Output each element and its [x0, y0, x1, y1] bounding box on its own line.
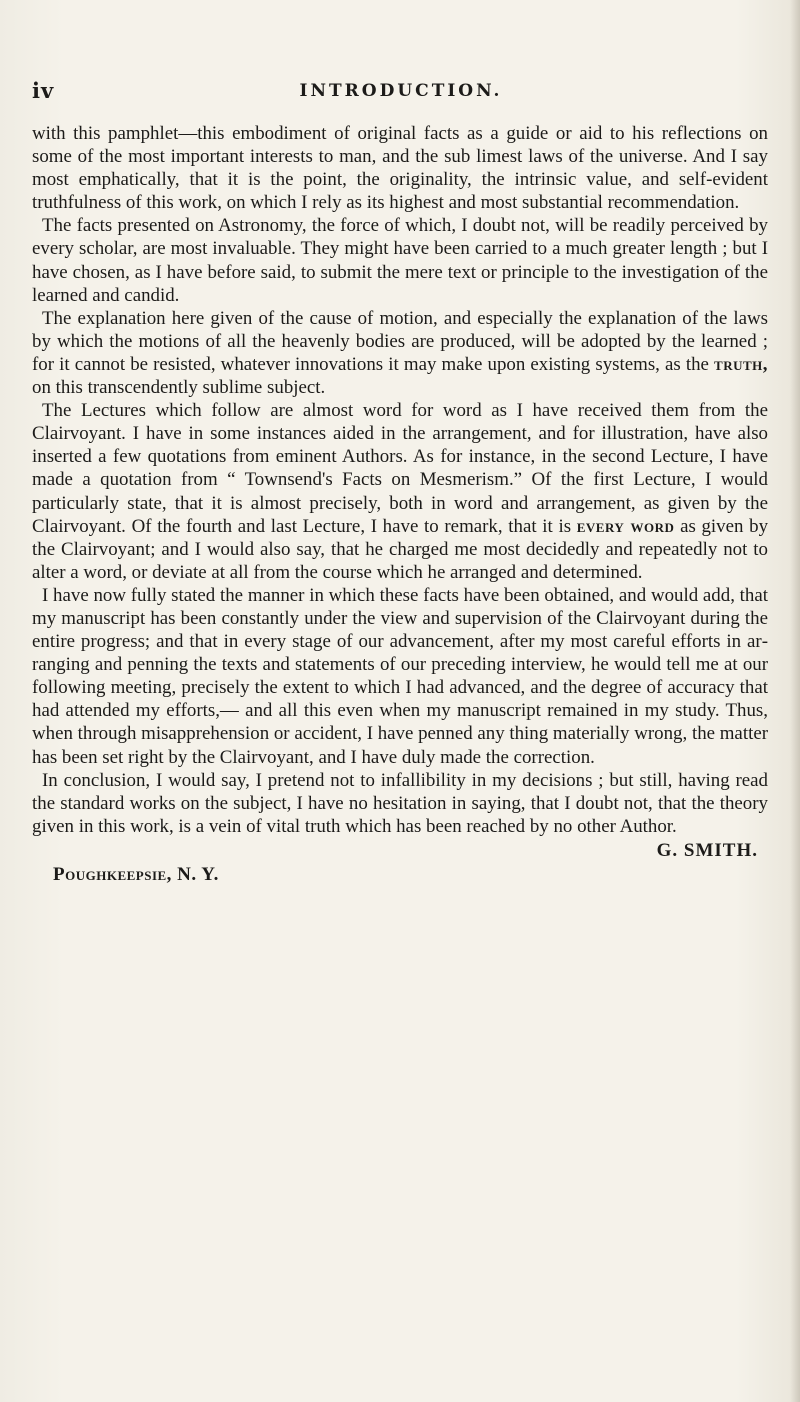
paragraph-5: I have now fully stated the manner in which these facts have been obtained, and would add, that my manuscript has been constantly under the view and supervision of the Clairvoyant during the entire progress; and that in every stage of our advancement, after my most careful efforts in arranging and penning the texts and statements of our preceding interview, he would tell me at our following meeting, precisely the extent to which I had advanced, and the degree of accuracy that had attended my efforts,— and all this even when my manuscript remained in my study. Thus, when through misapprehension or accident, I have penned any thing materially wrong, the matter has been set right by the Clairvoyant, and I have duly made the correction.	[32, 584, 768, 768]
emphasis-truth: truth,	[714, 353, 768, 375]
body-text	[32, 122, 768, 838]
paragraph-6: In conclusion, I would say, I pretend not to infallibility in my decisions ; but still, having read the standard works on the subject, I have no hesitation in saying, that I doubt not, that the theory given in this work, is a vein of vital truth which has been reached by no other Author.	[32, 769, 768, 837]
closing-block	[32, 840, 768, 892]
emphasis-every-word: every word	[576, 515, 675, 537]
paragraph-4-part-a: The Lectures which follow are almost word for word as I have received them from the Clairvoyant. I have in some instances aided in the arrangement, and for illustration, have also inserted a few quotations from eminent Authors. As for instance, in the second Lecture, I have made a quotation from “ Townsend's Facts on Mesmerism.” Of the first Lecture, I would particularly state, that it is almost precisely, both in word and arrangement, as given by the Clairvoyant. Of the fourth and last Lecture, I have to remark, that it is	[32, 400, 768, 537]
paragraph-4-part-b: as given by the Clairvoyant; and I would also say, that he charged me most decidedly and repeatedly not to alter a word, or deviate at all from the course which he arranged and determined.	[32, 515, 769, 583]
page-header	[32, 78, 770, 104]
running-head: INTRODUCTION.	[299, 81, 503, 101]
page-edge-shadow	[790, 0, 800, 1402]
paragraph-2: The facts presented on Astronomy, the force of which, I doubt not, will be readily perceived by every scholar, are most invaluable. They might have been carried to a much greater length ; but I have chosen, as I have before said, to submit the mere text or principle to the investigation of the learned and candid.	[32, 215, 768, 306]
paragraph-3	[32, 307, 768, 399]
paragraph-1: with this pamphlet—this embodiment of original facts as a guide or aid to his reflections on some of the most important interests to man, and the sub limest laws of the universe. And I say most emphatically, that it is the point, the originality, the intrinsic value, and self-evident truthfulness of this work, on which I rely as its highest and most substantial recommendation.	[32, 123, 768, 214]
paragraph-3-part-b: on this transcendently sublime subject.	[32, 377, 326, 399]
paragraph-3-part-a: The explanation here given of the cause of motion, and especially the explanation of the laws by which the motions of all the heavenly bodies are produced, will be adopted by the learned ; for it cannot be resisted, whatever innovations it may make upon existing systems, as the	[32, 307, 768, 375]
paragraph-4	[32, 399, 768, 584]
place-line: Poughkeepsie, N. Y.	[53, 864, 219, 885]
author-signature: G. SMITH.	[656, 840, 758, 861]
page-number: iv	[32, 78, 55, 103]
